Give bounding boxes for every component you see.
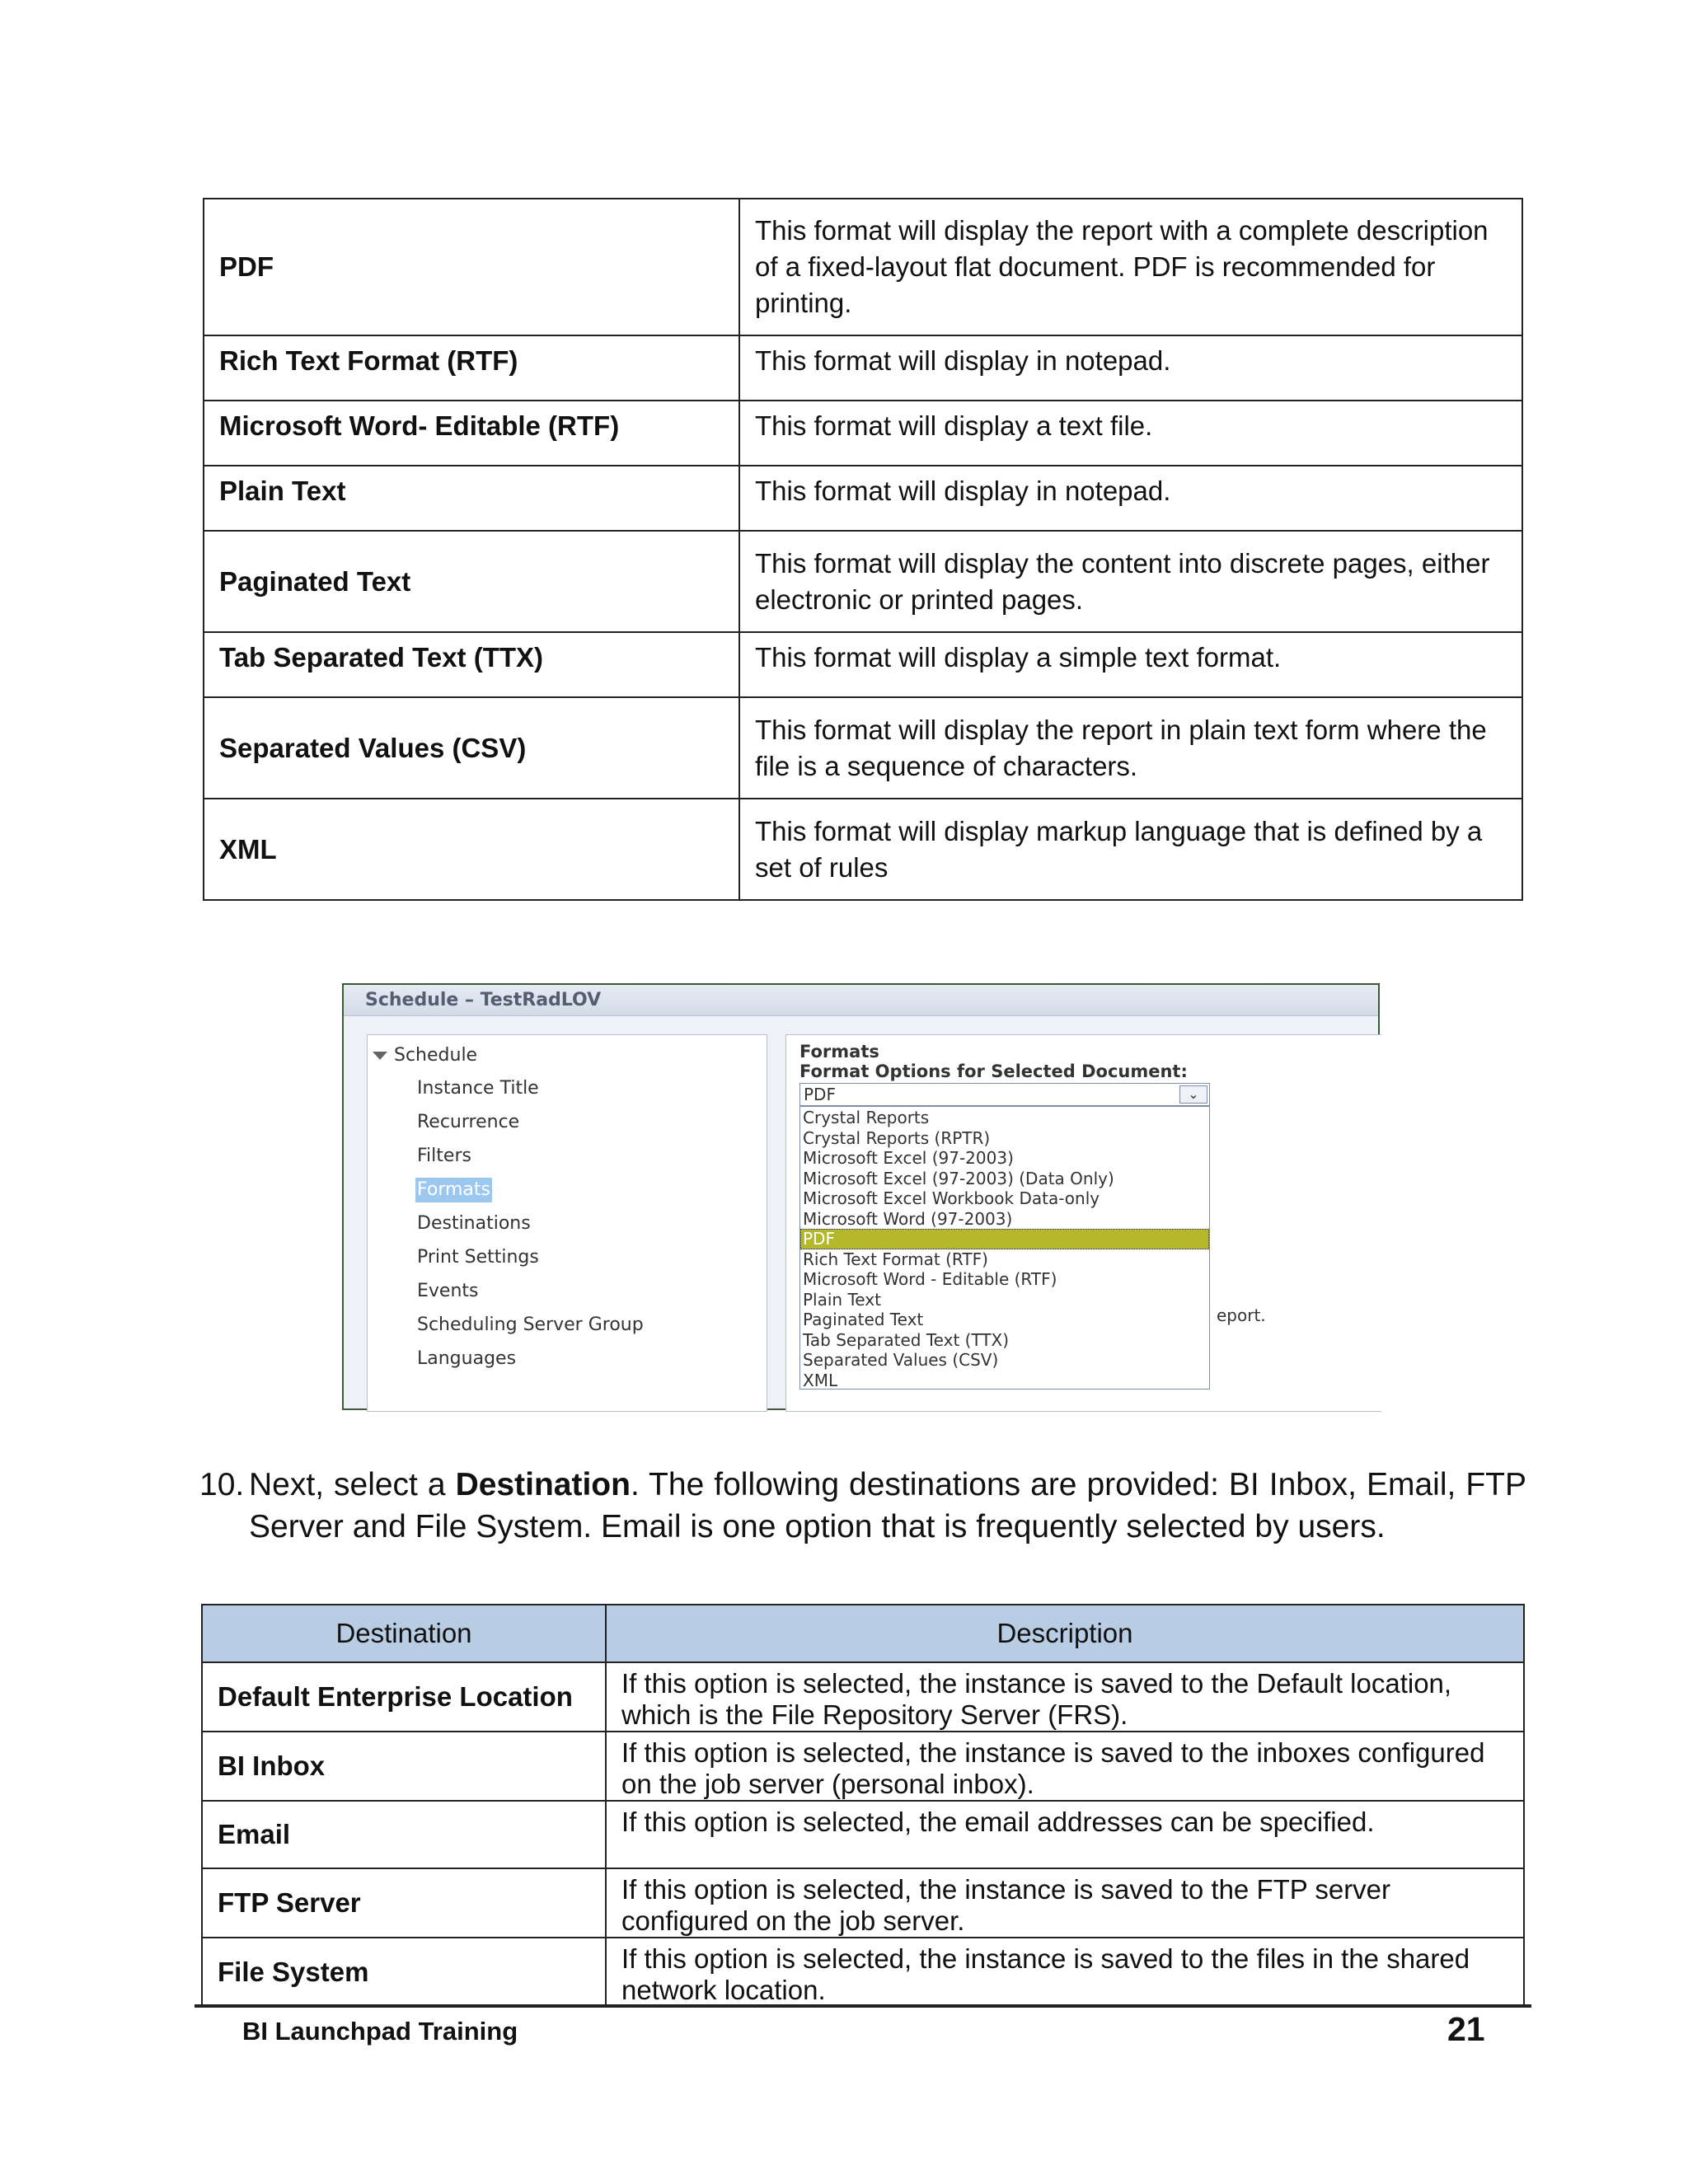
format-name: Separated Values (CSV) bbox=[204, 697, 739, 799]
format-description: This format will display the content into discrete pages, either electronic or printed pages. bbox=[739, 531, 1522, 632]
destination-name: Default Enterprise Location bbox=[202, 1662, 606, 1732]
format-name: Paginated Text bbox=[204, 531, 739, 632]
formats-table bbox=[203, 198, 1523, 901]
step-number: 10. bbox=[199, 1467, 245, 1502]
table-row bbox=[202, 1938, 1524, 2007]
column-header-description: Description bbox=[606, 1605, 1524, 1662]
format-name: Rich Text Format (RTF) bbox=[204, 335, 739, 401]
page-number: 21 bbox=[1447, 2010, 1485, 2048]
obscured-text: eport. bbox=[1217, 1305, 1266, 1325]
table-row bbox=[202, 1868, 1524, 1938]
list-item[interactable]: Crystal Reports bbox=[803, 1108, 930, 1127]
table-row bbox=[204, 531, 1522, 632]
panel-heading: Formats bbox=[799, 1042, 879, 1062]
table-header-row bbox=[202, 1605, 1524, 1662]
destination-description: If this option is selected, the instance is saved to the files in the shared network location. bbox=[606, 1938, 1524, 2007]
list-item[interactable]: Tab Separated Text (TTX) bbox=[803, 1329, 1010, 1350]
destination-description: If this option is selected, the email addresses can be specified. bbox=[606, 1801, 1524, 1868]
list-item[interactable]: Microsoft Excel Workbook Data-only bbox=[803, 1188, 1100, 1208]
list-item[interactable]: Microsoft Word (97-2003) bbox=[803, 1208, 1013, 1229]
formats-panel bbox=[785, 1034, 1381, 1412]
destination-name: BI Inbox bbox=[202, 1732, 606, 1801]
table-row bbox=[204, 199, 1522, 335]
destination-name: FTP Server bbox=[202, 1868, 606, 1938]
tree-item-languages[interactable]: Languages bbox=[417, 1348, 517, 1369]
format-description: This format will display the report with a complete description of a fixed-layout flat document. PDF is recommended for printing. bbox=[739, 199, 1522, 335]
footer-divider bbox=[195, 2004, 1531, 2008]
table-row bbox=[204, 632, 1522, 697]
format-description: This format will display the report in plain text form where the file is a sequence of characters. bbox=[739, 697, 1522, 799]
destination-description: If this option is selected, the instance is saved to the FTP server configured on the job server. bbox=[606, 1868, 1524, 1938]
tree-root-label: Schedule bbox=[394, 1045, 478, 1066]
table-row bbox=[204, 799, 1522, 900]
table-row bbox=[204, 466, 1522, 531]
format-description: This format will display a simple text format. bbox=[739, 632, 1522, 697]
list-item[interactable]: Crystal Reports (RPTR) bbox=[803, 1127, 991, 1148]
expand-triangle-icon[interactable] bbox=[373, 1052, 387, 1060]
step-bold-term: Destination bbox=[455, 1467, 631, 1502]
tree-item-scheduling-server-group[interactable]: Scheduling Server Group bbox=[417, 1315, 644, 1335]
table-row bbox=[204, 335, 1522, 401]
format-options-list[interactable] bbox=[799, 1106, 1210, 1390]
tree-item-formats[interactable]: Formats bbox=[415, 1178, 492, 1202]
tree-item-events[interactable]: Events bbox=[417, 1281, 479, 1301]
list-item[interactable]: Paginated Text bbox=[803, 1310, 924, 1329]
step-10-paragraph bbox=[199, 1464, 1526, 1548]
list-item[interactable]: Separated Values (CSV) bbox=[803, 1350, 999, 1370]
table-row bbox=[204, 697, 1522, 799]
list-item[interactable]: Rich Text Format (RTF) bbox=[803, 1249, 988, 1269]
step-text-after: . The following destinations are provided: BI Inbox, Email, FTP Server and File System. Email is one option that is frequently selected by users. bbox=[249, 1467, 1526, 1544]
format-dropdown-value: PDF bbox=[804, 1085, 836, 1104]
list-item[interactable]: Microsoft Excel (97-2003) (Data Only) bbox=[803, 1168, 1114, 1188]
table-row bbox=[202, 1732, 1524, 1801]
tree-item-instance-title[interactable]: Instance Title bbox=[417, 1078, 539, 1099]
tree-item-filters[interactable]: Filters bbox=[417, 1146, 471, 1166]
destination-description: If this option is selected, the instance is saved to the Default location, which is the File Repository Server (FRS). bbox=[606, 1662, 1524, 1732]
destination-name: Email bbox=[202, 1801, 606, 1868]
destinations-table bbox=[201, 1604, 1525, 2008]
list-item[interactable]: Microsoft Word - Editable (RTF) bbox=[803, 1269, 1057, 1289]
destination-name: File System bbox=[202, 1938, 606, 2007]
chevron-down-icon[interactable]: ⌄ bbox=[1179, 1085, 1207, 1104]
tree-root-schedule[interactable] bbox=[373, 1043, 477, 1068]
format-name: Tab Separated Text (TTX) bbox=[204, 632, 739, 697]
format-description: This format will display in notepad. bbox=[739, 466, 1522, 531]
table-row bbox=[202, 1801, 1524, 1868]
column-header-destination: Destination bbox=[202, 1605, 606, 1662]
table-row bbox=[202, 1662, 1524, 1732]
list-item-highlighted[interactable]: PDF bbox=[800, 1229, 1209, 1249]
format-description: This format will display markup language that is defined by a set of rules bbox=[739, 799, 1522, 900]
format-description: This format will display in notepad. bbox=[739, 335, 1522, 401]
tree-item-print-settings[interactable]: Print Settings bbox=[417, 1247, 539, 1268]
list-item[interactable]: XML bbox=[803, 1370, 838, 1390]
list-item[interactable]: Microsoft Excel (97-2003) bbox=[803, 1148, 1014, 1168]
format-name: Plain Text bbox=[204, 466, 739, 531]
format-name: Microsoft Word- Editable (RTF) bbox=[204, 401, 739, 466]
tree-item-destinations[interactable]: Destinations bbox=[417, 1213, 531, 1234]
tree-item-recurrence[interactable]: Recurrence bbox=[417, 1112, 520, 1132]
step-text-before: Next, select a bbox=[249, 1467, 456, 1502]
destination-description: If this option is selected, the instance is saved to the inboxes configured on the job server (personal inbox). bbox=[606, 1732, 1524, 1801]
schedule-nav-tree bbox=[367, 1034, 767, 1412]
format-dropdown[interactable] bbox=[799, 1083, 1210, 1106]
format-name: XML bbox=[204, 799, 739, 900]
table-row bbox=[204, 401, 1522, 466]
format-name: PDF bbox=[204, 199, 739, 335]
format-description: This format will display a text file. bbox=[739, 401, 1522, 466]
dialog-title: Schedule – TestRadLOV bbox=[344, 985, 1378, 1016]
schedule-dialog-screenshot bbox=[342, 983, 1380, 1410]
step-body bbox=[249, 1464, 1526, 1548]
panel-subheading: Format Options for Selected Document: bbox=[799, 1062, 1188, 1081]
footer-title: BI Launchpad Training bbox=[242, 2017, 518, 2046]
list-item[interactable]: Plain Text bbox=[803, 1289, 881, 1310]
